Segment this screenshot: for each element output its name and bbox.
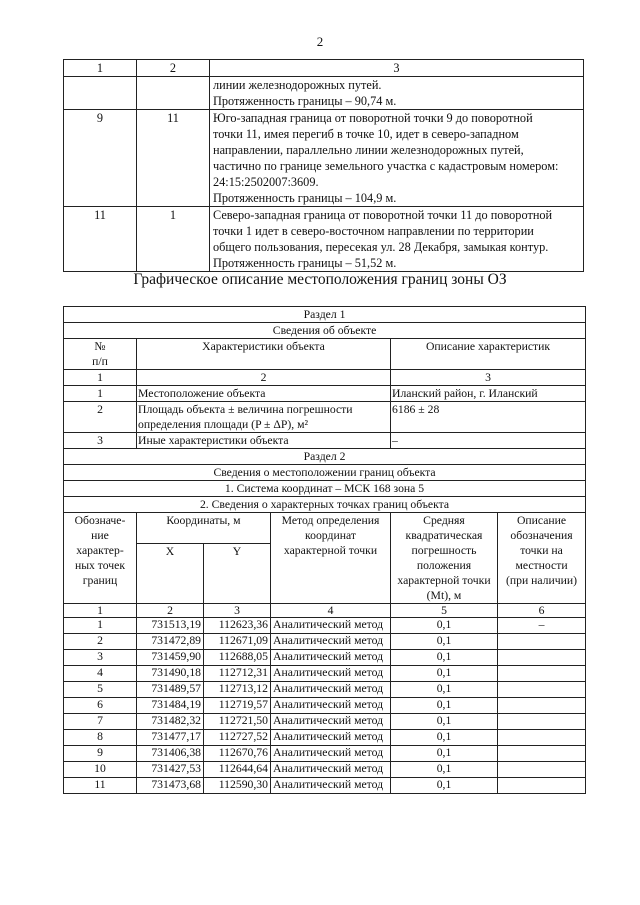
characteristic-value: 6186 ± 28	[391, 402, 586, 433]
determination-method: Аналитический метод	[271, 714, 391, 730]
point-marking	[498, 714, 586, 730]
method-header	[271, 513, 391, 604]
table-row	[64, 650, 586, 666]
section-subtitle-row	[64, 323, 586, 339]
y-header: Y	[204, 544, 271, 604]
y-coordinate: 112623,36	[204, 618, 271, 634]
point-id: 5	[64, 682, 137, 698]
point-id: 10	[64, 762, 137, 778]
text-line: Северо-западная граница от поворотной точки 11 до поворотной	[213, 208, 553, 222]
y-coordinate: 112644,64	[204, 762, 271, 778]
text-line: линии железнодорожных путей.	[213, 78, 382, 92]
y-coordinate: 112727,52	[204, 730, 271, 746]
table-row	[64, 730, 586, 746]
number-header	[64, 339, 137, 370]
error-header	[391, 513, 498, 604]
index-cell: 5	[391, 604, 498, 618]
text-line: общего пользования, пересекая ул. 28 Декабря, замыкая контур.	[213, 240, 549, 254]
point-id: 3	[64, 650, 137, 666]
determination-method: Аналитический метод	[271, 634, 391, 650]
table-row	[64, 698, 586, 714]
mean-square-error: 0,1	[391, 618, 498, 634]
to-point: 1	[137, 207, 210, 272]
text-line: точки 1 идет в северо-восточном направлении по территории	[213, 224, 534, 238]
section-2-subtitle: Сведения о местоположении границ объекта	[64, 465, 586, 481]
points-title-row	[64, 497, 586, 513]
point-marking	[498, 778, 586, 794]
point-id: 6	[64, 698, 137, 714]
table-header-row	[64, 339, 586, 370]
header-line: Описание	[516, 514, 567, 527]
mean-square-error: 0,1	[391, 714, 498, 730]
boundary-description-table	[63, 59, 584, 272]
table-row	[64, 207, 584, 272]
to-point	[137, 77, 210, 110]
characteristic-value: –	[391, 433, 586, 449]
header-line: характерной точки	[283, 544, 378, 557]
table-row	[64, 714, 586, 730]
page-number: 2	[316, 34, 324, 49]
point-id: 9	[64, 746, 137, 762]
determination-method: Аналитический метод	[271, 698, 391, 714]
header-line: (Mt), м	[426, 589, 462, 602]
point-marking	[498, 682, 586, 698]
y-coordinate: 112590,30	[204, 778, 271, 794]
from-point: 9	[64, 110, 137, 207]
x-coordinate: 731427,53	[137, 762, 204, 778]
points-title: 2. Сведения о характерных точках границ объекта	[64, 497, 586, 513]
coordinate-system-row	[64, 481, 586, 497]
point-marking	[498, 762, 586, 778]
determination-method: Аналитический метод	[271, 778, 391, 794]
determination-method: Аналитический метод	[271, 650, 391, 666]
header-line: ных точек	[74, 559, 126, 572]
mean-square-error: 0,1	[391, 762, 498, 778]
number-header-line: №	[94, 340, 106, 353]
determination-method: Аналитический метод	[271, 730, 391, 746]
text-line: определения площади (P ± ΔP), м²	[138, 418, 309, 431]
point-id: 2	[64, 634, 137, 650]
y-coordinate: 112670,76	[204, 746, 271, 762]
description-header: Описание характеристик	[391, 339, 586, 370]
from-point	[64, 77, 137, 110]
points-list	[64, 618, 586, 794]
header-cell: 1	[64, 60, 137, 77]
x-coordinate: 731490,18	[137, 666, 204, 682]
header-line: (при наличии)	[505, 574, 578, 587]
mean-square-error: 0,1	[391, 746, 498, 762]
point-marking	[498, 634, 586, 650]
section-heading: Графическое описание местоположения границ зоны ОЗ	[133, 271, 507, 288]
mean-square-error: 0,1	[391, 634, 498, 650]
header-line: Метод определения	[281, 514, 380, 527]
index-cell: 1	[64, 370, 137, 386]
characteristic	[137, 386, 391, 402]
x-coordinate: 731477,17	[137, 730, 204, 746]
row-number: 3	[64, 433, 137, 449]
to-point: 11	[137, 110, 210, 207]
characteristic	[137, 433, 391, 449]
point-id: 4	[64, 666, 137, 682]
from-point: 11	[64, 207, 137, 272]
boundary-description	[210, 77, 584, 110]
header-line: обозначения	[510, 529, 573, 542]
table-row	[64, 618, 586, 634]
header-cell: 2	[137, 60, 210, 77]
section-title-row	[64, 449, 586, 465]
object-information-table	[63, 306, 586, 794]
y-coordinate: 112721,50	[204, 714, 271, 730]
mean-square-error: 0,1	[391, 682, 498, 698]
row-number: 1	[64, 386, 137, 402]
y-coordinate: 112671,09	[204, 634, 271, 650]
x-coordinate: 731482,32	[137, 714, 204, 730]
table-row	[64, 762, 586, 778]
x-coordinate: 731472,89	[137, 634, 204, 650]
y-coordinate: 112712,31	[204, 666, 271, 682]
boundary-description	[210, 207, 584, 272]
point-marking	[498, 650, 586, 666]
coordinates-header: Координаты, м	[137, 513, 271, 544]
marking-header	[498, 513, 586, 604]
index-cell: 2	[137, 370, 391, 386]
x-coordinate: 731406,38	[137, 746, 204, 762]
table-row	[64, 682, 586, 698]
point-marking: –	[498, 618, 586, 634]
header-line: местности	[515, 559, 568, 572]
table-row	[64, 634, 586, 650]
index-cell: 4	[271, 604, 391, 618]
text-line: частично по границе земельного участка с кадастровым номером:	[213, 159, 559, 173]
x-coordinate: 731473,68	[137, 778, 204, 794]
index-cell: 1	[64, 604, 137, 618]
x-coordinate: 731513,19	[137, 618, 204, 634]
mean-square-error: 0,1	[391, 730, 498, 746]
point-id: 7	[64, 714, 137, 730]
characteristic	[137, 402, 391, 433]
table-row	[64, 778, 586, 794]
section-subtitle-row	[64, 465, 586, 481]
index-cell: 3	[204, 604, 271, 618]
coordinate-system: 1. Система координат – МСК 168 зона 5	[64, 481, 586, 497]
text-line: Протяженность границы – 51,52 м.	[213, 256, 397, 270]
designation-header	[64, 513, 137, 604]
points-header-row	[64, 513, 586, 544]
header-cell: 3	[210, 60, 584, 77]
table-row	[64, 746, 586, 762]
x-coordinate: 731484,19	[137, 698, 204, 714]
x-coordinate: 731489,57	[137, 682, 204, 698]
determination-method: Аналитический метод	[271, 618, 391, 634]
determination-method: Аналитический метод	[271, 666, 391, 682]
characteristic-value: Иланский район, г. Иланский	[391, 386, 586, 402]
point-id: 1	[64, 618, 137, 634]
table-row	[64, 77, 584, 110]
table-row	[64, 386, 586, 402]
determination-method: Аналитический метод	[271, 746, 391, 762]
point-marking	[498, 666, 586, 682]
header-line: характерной точки	[397, 574, 491, 587]
header-line: квадратическая	[405, 529, 483, 542]
point-marking	[498, 730, 586, 746]
mean-square-error: 0,1	[391, 650, 498, 666]
index-cell: 2	[137, 604, 204, 618]
text-line: Протяженность границы – 90,74 м.	[213, 94, 397, 108]
table-header-row	[64, 60, 584, 77]
determination-method: Аналитический метод	[271, 762, 391, 778]
text-line: Иные характеристики объекта	[138, 434, 289, 447]
table-row	[64, 666, 586, 682]
section-1-subtitle: Сведения об объекте	[64, 323, 586, 339]
text-line: Местоположение объекта	[138, 387, 266, 400]
header-line: Обозначе-	[74, 514, 126, 527]
mean-square-error: 0,1	[391, 698, 498, 714]
x-coordinate: 731459,90	[137, 650, 204, 666]
point-marking	[498, 698, 586, 714]
boundary-description	[210, 110, 584, 207]
table-row	[64, 402, 586, 433]
y-coordinate: 112688,05	[204, 650, 271, 666]
text-line: Юго-западная граница от поворотной точки 9 до поворотной	[213, 111, 533, 125]
characteristics-header: Характеристики объекта	[137, 339, 391, 370]
point-id: 8	[64, 730, 137, 746]
y-coordinate: 112719,57	[204, 698, 271, 714]
header-line: характер-	[76, 544, 124, 557]
header-line: координат	[305, 529, 356, 542]
section-title-row	[64, 307, 586, 323]
point-id: 11	[64, 778, 137, 794]
text-line: Протяженность границы – 104,9 м.	[213, 191, 397, 205]
index-cell: 3	[391, 370, 586, 386]
mean-square-error: 0,1	[391, 778, 498, 794]
section-2-title: Раздел 2	[64, 449, 586, 465]
table-row	[64, 433, 586, 449]
y-coordinate: 112713,12	[204, 682, 271, 698]
text-line: 24:15:2502007:3609.	[213, 175, 319, 189]
index-row	[64, 370, 586, 386]
header-line: границ	[82, 574, 118, 587]
section-1-title: Раздел 1	[64, 307, 586, 323]
header-line: точки на	[520, 544, 563, 557]
text-line: Площадь объекта ± величина погрешности	[138, 403, 353, 416]
header-line: положения	[416, 559, 472, 572]
point-marking	[498, 746, 586, 762]
determination-method: Аналитический метод	[271, 682, 391, 698]
header-line: Средняя	[423, 514, 465, 527]
mean-square-error: 0,1	[391, 666, 498, 682]
points-index-row	[64, 604, 586, 618]
table-row	[64, 110, 584, 207]
header-line: ние	[91, 529, 109, 542]
header-line: погрешность	[411, 544, 477, 557]
text-line: направлении, параллельно линии железнодорожных путей,	[213, 143, 524, 157]
row-number: 2	[64, 402, 137, 433]
text-line: точки 11, имея перегиб в точке 10, идет в северо-западном	[213, 127, 519, 141]
index-cell: 6	[498, 604, 586, 618]
x-header: X	[137, 544, 204, 604]
number-header-line: п/п	[92, 355, 108, 368]
